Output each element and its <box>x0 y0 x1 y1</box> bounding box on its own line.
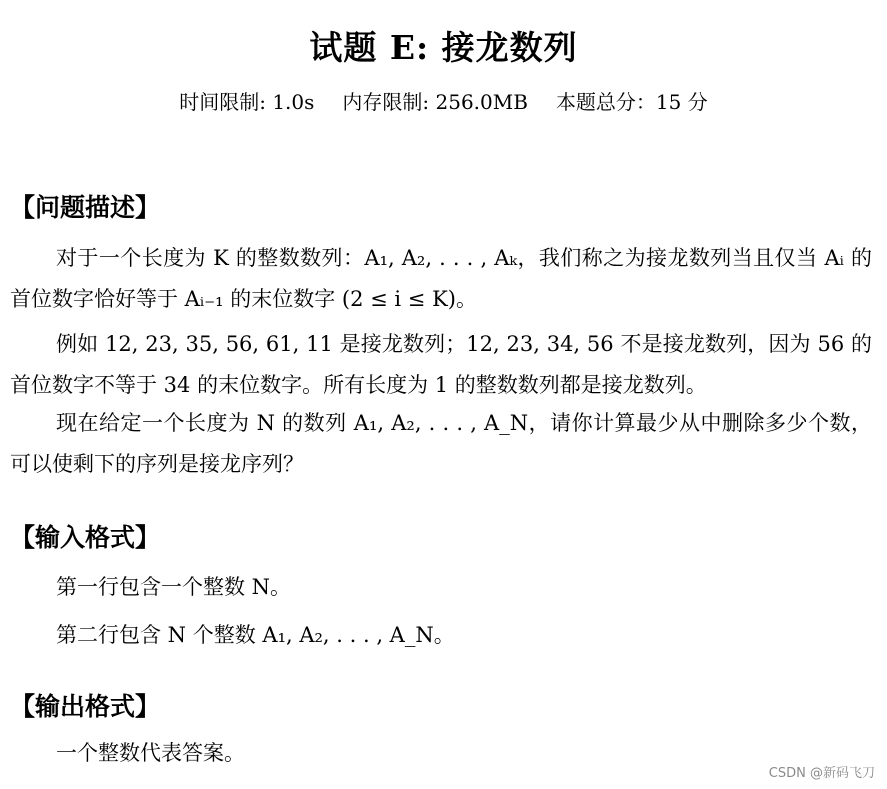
input-line-1: 第一行包含一个整数 N。 <box>56 575 292 599</box>
problem-title: 试题 E: 接龙数列 <box>309 28 578 67</box>
watermark: CSDN @新码飞刀 <box>768 766 875 781</box>
input-line-2: 第二行包含 N 个整数 A₁, A₂, . . . , A_N。 <box>56 623 455 647</box>
description-paragraph-3: 现在给定一个长度为 N 的数列 A₁, A₂, . . . , A_N，请你计算最少从中删除多少个数，可以使剩下的序列是接龙序列？ <box>10 411 872 476</box>
time-limit: 时间限制: 1.0s <box>179 90 315 114</box>
problem-meta <box>0 86 887 115</box>
section-heading-description: 【问题描述】 <box>10 193 161 222</box>
description-paragraph-1: 对于一个长度为 K 的整数数列：A₁, A₂, . . . , Aₖ，我们称之为接龙数列当且仅当 Aᵢ 的首位数字恰好等于 Aᵢ₋₁ 的末位数字 (2 ≤ i ≤ K)。 <box>10 246 872 311</box>
total-score: 本题总分：15 分 <box>555 90 708 114</box>
description-paragraph-2: 例如 12, 23, 35, 56, 61, 11 是接龙数列；12, 23, 34, 56 不是接龙数列，因为 56 的首位数字不等于 34 的末位数字。所有长度为 1 的整数数列都是接龙数列。 <box>10 332 872 397</box>
section-heading-output: 【输出格式】 <box>10 692 161 721</box>
section-heading-input: 【输入格式】 <box>10 523 161 552</box>
output-line-1: 一个整数代表答案。 <box>56 741 245 765</box>
memory-limit: 内存限制: 256.0MB <box>342 90 528 114</box>
